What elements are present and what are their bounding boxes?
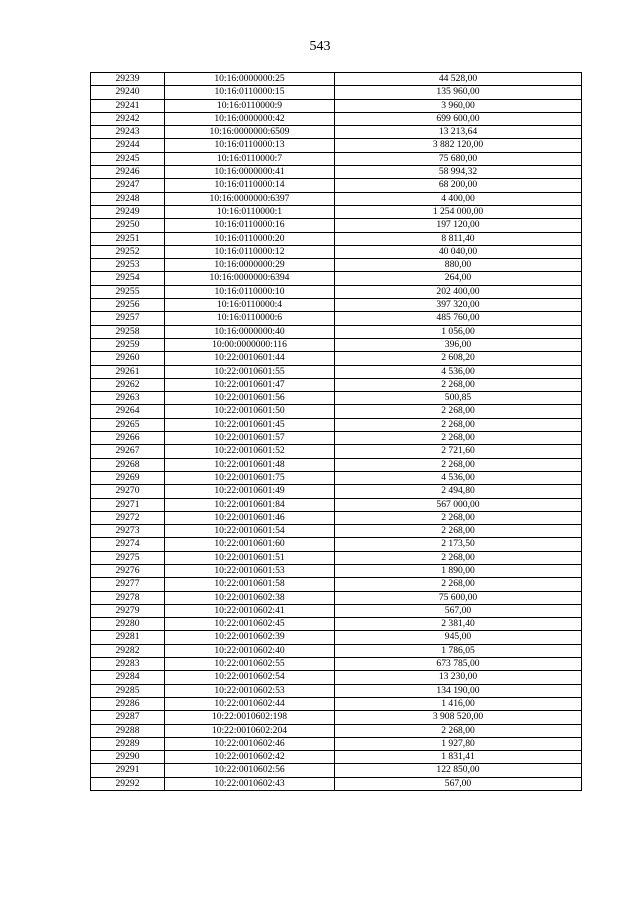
row-number-cell: 29262 xyxy=(91,378,165,391)
cadastral-number-cell: 10:22:0010601:60 xyxy=(165,538,335,551)
table-row xyxy=(91,352,582,365)
cadastral-number-cell: 10:22:0010601:53 xyxy=(165,564,335,577)
table-row xyxy=(91,112,582,125)
cadastral-number-cell: 10:22:0010602:46 xyxy=(165,737,335,750)
table-row xyxy=(91,192,582,205)
cadastral-value-cell: 3 960,00 xyxy=(335,99,582,112)
cadastral-value-cell: 2 268,00 xyxy=(335,724,582,737)
cadastral-value-cell: 567,00 xyxy=(335,604,582,617)
table-row xyxy=(91,525,582,538)
row-number-cell: 29284 xyxy=(91,671,165,684)
cadastral-value-cell: 75 680,00 xyxy=(335,152,582,165)
table-row xyxy=(91,551,582,564)
row-number-cell: 29244 xyxy=(91,139,165,152)
cadastral-number-cell: 10:22:0010602:39 xyxy=(165,631,335,644)
cadastral-number-cell: 10:22:0010601:50 xyxy=(165,405,335,418)
row-number-cell: 29250 xyxy=(91,219,165,232)
cadastral-number-cell: 10:16:0110000:14 xyxy=(165,179,335,192)
cadastral-value-cell: 2 268,00 xyxy=(335,432,582,445)
table-row xyxy=(91,511,582,524)
cadastral-number-cell: 10:22:0010602:43 xyxy=(165,777,335,790)
cadastral-value-cell: 567,00 xyxy=(335,777,582,790)
cadastral-value-cell: 13 213,64 xyxy=(335,126,582,139)
row-number-cell: 29291 xyxy=(91,764,165,777)
table-row xyxy=(91,724,582,737)
cadastral-value-cell: 2 494,80 xyxy=(335,485,582,498)
table-row xyxy=(91,445,582,458)
cadastral-number-cell: 10:22:0010602:54 xyxy=(165,671,335,684)
row-number-cell: 29254 xyxy=(91,272,165,285)
table-row xyxy=(91,126,582,139)
table-row xyxy=(91,697,582,710)
cadastral-number-cell: 10:16:0110000:9 xyxy=(165,99,335,112)
table-row xyxy=(91,432,582,445)
cadastral-number-cell: 10:16:0000000:6397 xyxy=(165,192,335,205)
cadastral-number-cell: 10:22:0010602:42 xyxy=(165,751,335,764)
table-row xyxy=(91,152,582,165)
row-number-cell: 29279 xyxy=(91,604,165,617)
cadastral-value-cell: 2 268,00 xyxy=(335,405,582,418)
cadastral-value-cell: 945,00 xyxy=(335,631,582,644)
cadastral-value-cell: 44 528,00 xyxy=(335,73,582,86)
row-number-cell: 29288 xyxy=(91,724,165,737)
row-number-cell: 29268 xyxy=(91,458,165,471)
row-number-cell: 29269 xyxy=(91,471,165,484)
row-number-cell: 29292 xyxy=(91,777,165,790)
table-row xyxy=(91,338,582,351)
cadastral-value-cell: 122 850,00 xyxy=(335,764,582,777)
cadastral-number-cell: 10:22:0010601:45 xyxy=(165,418,335,431)
row-number-cell: 29260 xyxy=(91,352,165,365)
cadastral-value-cell: 3 908 520,00 xyxy=(335,711,582,724)
cadastral-number-cell: 10:16:0110000:12 xyxy=(165,245,335,258)
row-number-cell: 29277 xyxy=(91,578,165,591)
cadastral-value-cell: 2 381,40 xyxy=(335,618,582,631)
table-body xyxy=(91,73,582,791)
cadastral-number-cell: 10:22:0010601:49 xyxy=(165,485,335,498)
cadastral-value-cell: 1 890,00 xyxy=(335,564,582,577)
table-row xyxy=(91,458,582,471)
cadastral-number-cell: 10:16:0110000:16 xyxy=(165,219,335,232)
table-row xyxy=(91,86,582,99)
table-row xyxy=(91,219,582,232)
cadastral-value-cell: 2 721,60 xyxy=(335,445,582,458)
row-number-cell: 29278 xyxy=(91,591,165,604)
cadastral-number-cell: 10:16:0110000:1 xyxy=(165,205,335,218)
table-row xyxy=(91,245,582,258)
cadastral-number-cell: 10:22:0010602:41 xyxy=(165,604,335,617)
cadastral-number-cell: 10:22:0010602:40 xyxy=(165,644,335,657)
row-number-cell: 29286 xyxy=(91,697,165,710)
table-row xyxy=(91,325,582,338)
cadastral-number-cell: 10:22:0010601:51 xyxy=(165,551,335,564)
row-number-cell: 29251 xyxy=(91,232,165,245)
cadastral-number-cell: 10:16:0110000:13 xyxy=(165,139,335,152)
cadastral-value-cell: 197 120,00 xyxy=(335,219,582,232)
row-number-cell: 29272 xyxy=(91,511,165,524)
table-row xyxy=(91,684,582,697)
table-row xyxy=(91,299,582,312)
table-row xyxy=(91,99,582,112)
table-row xyxy=(91,711,582,724)
row-number-cell: 29275 xyxy=(91,551,165,564)
cadastral-value-cell: 3 882 120,00 xyxy=(335,139,582,152)
cadastral-number-cell: 10:22:0010601:44 xyxy=(165,352,335,365)
row-number-cell: 29266 xyxy=(91,432,165,445)
cadastral-number-cell: 10:16:0110000:7 xyxy=(165,152,335,165)
row-number-cell: 29267 xyxy=(91,445,165,458)
cadastral-number-cell: 10:16:0000000:6509 xyxy=(165,126,335,139)
row-number-cell: 29247 xyxy=(91,179,165,192)
cadastral-number-cell: 10:22:0010602:44 xyxy=(165,697,335,710)
row-number-cell: 29263 xyxy=(91,392,165,405)
row-number-cell: 29290 xyxy=(91,751,165,764)
cadastral-number-cell: 10:16:0000000:25 xyxy=(165,73,335,86)
cadastral-value-cell: 1 056,00 xyxy=(335,325,582,338)
table-row xyxy=(91,737,582,750)
cadastral-value-cell: 4 536,00 xyxy=(335,471,582,484)
table-row xyxy=(91,365,582,378)
cadastral-value-table xyxy=(90,72,582,791)
row-number-cell: 29242 xyxy=(91,112,165,125)
row-number-cell: 29270 xyxy=(91,485,165,498)
row-number-cell: 29287 xyxy=(91,711,165,724)
cadastral-value-cell: 264,00 xyxy=(335,272,582,285)
cadastral-number-cell: 10:22:0010602:38 xyxy=(165,591,335,604)
table-row xyxy=(91,392,582,405)
table-row xyxy=(91,378,582,391)
row-number-cell: 29264 xyxy=(91,405,165,418)
cadastral-value-cell: 2 268,00 xyxy=(335,525,582,538)
row-number-cell: 29256 xyxy=(91,299,165,312)
cadastral-number-cell: 10:22:0010602:45 xyxy=(165,618,335,631)
table-row xyxy=(91,604,582,617)
row-number-cell: 29240 xyxy=(91,86,165,99)
cadastral-number-cell: 10:22:0010601:56 xyxy=(165,392,335,405)
cadastral-number-cell: 10:16:0000000:42 xyxy=(165,112,335,125)
table-row xyxy=(91,166,582,179)
cadastral-value-cell: 58 994,32 xyxy=(335,166,582,179)
row-number-cell: 29257 xyxy=(91,312,165,325)
row-number-cell: 29252 xyxy=(91,245,165,258)
row-number-cell: 29281 xyxy=(91,631,165,644)
page-number: 543 xyxy=(309,39,331,54)
cadastral-number-cell: 10:16:0110000:10 xyxy=(165,285,335,298)
row-number-cell: 29243 xyxy=(91,126,165,139)
table-row xyxy=(91,259,582,272)
cadastral-number-cell: 10:16:0000000:6394 xyxy=(165,272,335,285)
row-number-cell: 29258 xyxy=(91,325,165,338)
table-row xyxy=(91,564,582,577)
table-row xyxy=(91,73,582,86)
row-number-cell: 29285 xyxy=(91,684,165,697)
cadastral-value-cell: 699 600,00 xyxy=(335,112,582,125)
cadastral-number-cell: 10:22:0010601:75 xyxy=(165,471,335,484)
row-number-cell: 29273 xyxy=(91,525,165,538)
table-row xyxy=(91,591,582,604)
row-number-cell: 29248 xyxy=(91,192,165,205)
table-row xyxy=(91,418,582,431)
cadastral-number-cell: 10:16:0110000:20 xyxy=(165,232,335,245)
cadastral-value-cell: 1 254 000,00 xyxy=(335,205,582,218)
cadastral-number-cell: 10:16:0110000:15 xyxy=(165,86,335,99)
cadastral-value-cell: 2 173,50 xyxy=(335,538,582,551)
cadastral-number-cell: 10:22:0010602:204 xyxy=(165,724,335,737)
table-row xyxy=(91,764,582,777)
cadastral-number-cell: 10:22:0010601:58 xyxy=(165,578,335,591)
table-row xyxy=(91,471,582,484)
cadastral-value-cell: 2 268,00 xyxy=(335,458,582,471)
cadastral-value-cell: 75 600,00 xyxy=(335,591,582,604)
table-row xyxy=(91,232,582,245)
row-number-cell: 29282 xyxy=(91,644,165,657)
cadastral-value-cell: 673 785,00 xyxy=(335,658,582,671)
cadastral-value-cell: 1 786,05 xyxy=(335,644,582,657)
cadastral-value-cell: 8 811,40 xyxy=(335,232,582,245)
cadastral-number-cell: 10:22:0010601:57 xyxy=(165,432,335,445)
row-number-cell: 29265 xyxy=(91,418,165,431)
table-row xyxy=(91,658,582,671)
cadastral-number-cell: 10:16:0110000:6 xyxy=(165,312,335,325)
cadastral-value-cell: 500,85 xyxy=(335,392,582,405)
row-number-cell: 29283 xyxy=(91,658,165,671)
table-row xyxy=(91,139,582,152)
cadastral-number-cell: 10:22:0010601:52 xyxy=(165,445,335,458)
cadastral-number-cell: 10:22:0010602:56 xyxy=(165,764,335,777)
row-number-cell: 29280 xyxy=(91,618,165,631)
row-number-cell: 29246 xyxy=(91,166,165,179)
row-number-cell: 29253 xyxy=(91,259,165,272)
table-row xyxy=(91,285,582,298)
table-row xyxy=(91,631,582,644)
table-row xyxy=(91,405,582,418)
cadastral-value-cell: 2 268,00 xyxy=(335,378,582,391)
cadastral-value-cell: 40 040,00 xyxy=(335,245,582,258)
cadastral-value-cell: 1 416,00 xyxy=(335,697,582,710)
cadastral-value-cell: 567 000,00 xyxy=(335,498,582,511)
cadastral-number-cell: 10:16:0000000:41 xyxy=(165,166,335,179)
row-number-cell: 29245 xyxy=(91,152,165,165)
row-number-cell: 29239 xyxy=(91,73,165,86)
table-row xyxy=(91,538,582,551)
row-number-cell: 29276 xyxy=(91,564,165,577)
cadastral-number-cell: 10:22:0010602:55 xyxy=(165,658,335,671)
row-number-cell: 29274 xyxy=(91,538,165,551)
cadastral-number-cell: 10:16:0110000:4 xyxy=(165,299,335,312)
table-row xyxy=(91,312,582,325)
row-number-cell: 29289 xyxy=(91,737,165,750)
cadastral-value-cell: 2 608,20 xyxy=(335,352,582,365)
row-number-cell: 29271 xyxy=(91,498,165,511)
cadastral-value-cell: 4 536,00 xyxy=(335,365,582,378)
table-row xyxy=(91,751,582,764)
cadastral-value-cell: 396,00 xyxy=(335,338,582,351)
table-row xyxy=(91,618,582,631)
cadastral-value-cell: 2 268,00 xyxy=(335,418,582,431)
cadastral-number-cell: 10:22:0010602:53 xyxy=(165,684,335,697)
cadastral-value-cell: 68 200,00 xyxy=(335,179,582,192)
cadastral-number-cell: 10:16:0000000:40 xyxy=(165,325,335,338)
cadastral-value-cell: 2 268,00 xyxy=(335,578,582,591)
cadastral-value-cell: 135 960,00 xyxy=(335,86,582,99)
row-number-cell: 29259 xyxy=(91,338,165,351)
table-row xyxy=(91,671,582,684)
cadastral-number-cell: 10:22:0010601:84 xyxy=(165,498,335,511)
row-number-cell: 29255 xyxy=(91,285,165,298)
cadastral-number-cell: 10:22:0010601:54 xyxy=(165,525,335,538)
cadastral-number-cell: 10:22:0010601:47 xyxy=(165,378,335,391)
cadastral-value-cell: 2 268,00 xyxy=(335,551,582,564)
cadastral-value-cell: 4 400,00 xyxy=(335,192,582,205)
row-number-cell: 29249 xyxy=(91,205,165,218)
cadastral-number-cell: 10:22:0010601:48 xyxy=(165,458,335,471)
table-row xyxy=(91,777,582,790)
table-row xyxy=(91,644,582,657)
cadastral-number-cell: 10:22:0010602:198 xyxy=(165,711,335,724)
cadastral-value-cell: 2 268,00 xyxy=(335,511,582,524)
cadastral-value-cell: 485 760,00 xyxy=(335,312,582,325)
table-row xyxy=(91,578,582,591)
cadastral-number-cell: 10:16:0000000:29 xyxy=(165,259,335,272)
cadastral-value-cell: 134 190,00 xyxy=(335,684,582,697)
table-row xyxy=(91,205,582,218)
cadastral-value-cell: 13 230,00 xyxy=(335,671,582,684)
table-row xyxy=(91,179,582,192)
cadastral-number-cell: 10:00:0000000:116 xyxy=(165,338,335,351)
cadastral-value-cell: 397 320,00 xyxy=(335,299,582,312)
cadastral-number-cell: 10:22:0010601:46 xyxy=(165,511,335,524)
cadastral-value-cell: 1 927,80 xyxy=(335,737,582,750)
table-row xyxy=(91,272,582,285)
cadastral-value-cell: 880,00 xyxy=(335,259,582,272)
row-number-cell: 29261 xyxy=(91,365,165,378)
cadastral-number-cell: 10:22:0010601:55 xyxy=(165,365,335,378)
row-number-cell: 29241 xyxy=(91,99,165,112)
cadastral-value-cell: 1 831,41 xyxy=(335,751,582,764)
table-row xyxy=(91,485,582,498)
cadastral-value-cell: 202 400,00 xyxy=(335,285,582,298)
table-row xyxy=(91,498,582,511)
